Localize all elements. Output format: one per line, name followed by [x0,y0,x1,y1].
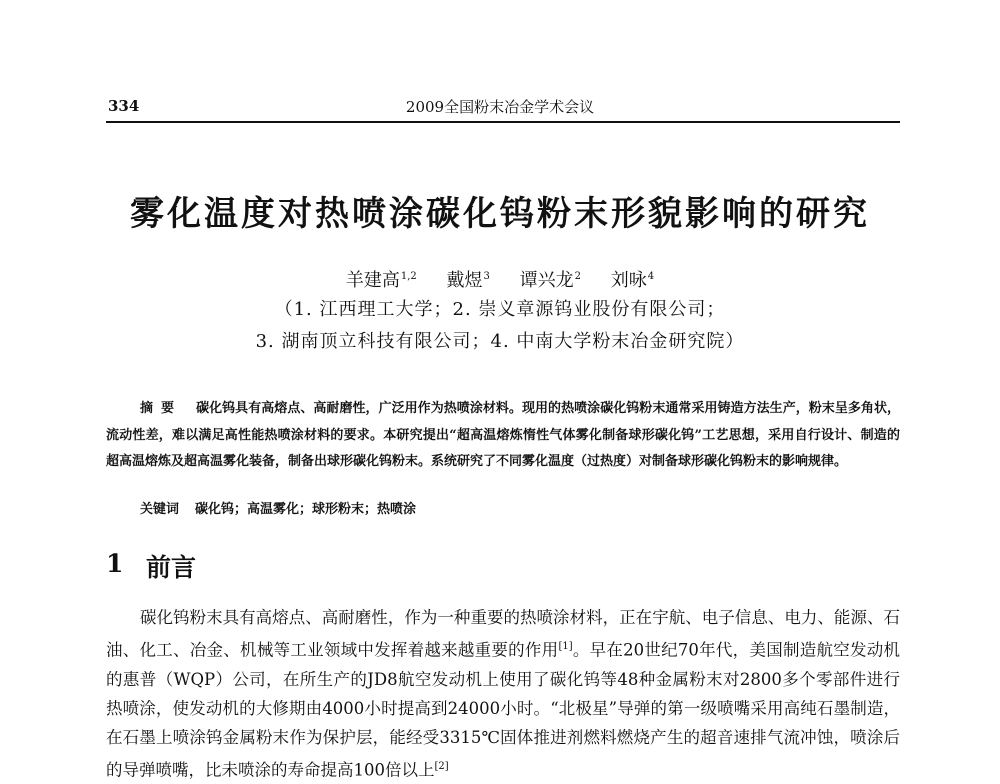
affiliation-line-1: （1. 江西理工大学；2. 崇义章源钨业股份有限公司； [274,299,726,320]
citation-1: [1] [558,641,573,652]
page-number: 334 [108,97,140,115]
header-rule [106,121,900,123]
affiliation-line-2: 3. 湖南顶立科技有限公司；4. 中南大学粉末冶金研究院） [255,331,745,352]
keywords-label: 关键词 [140,502,180,517]
section-title: 前言 [146,553,197,582]
abstract-text: 碳化钨具有高熔点、高耐磨性，广泛用作为热喷涂材料。现用的热喷涂碳化钨粉末通常采用铸造方法生产，粉末呈多角状，流动性差，难以满足高性能热喷涂材料的要求。本研究提出“超高温熔炼惰性气体雾化制备球形碳化钨”工艺思想，采用自行设计、制造的超高温熔炼及超高温雾化装备，制备出球形碳化钨粉末。系统研究了不同雾化温度（过热度）对制备球形碳化钨粉末的影响规律。 [106,401,900,469]
abstract [106,396,900,476]
body-text-part-1: 碳化钨粉末具有高熔点、高耐磨性，作为一种重要的热喷涂材料，正在宇航、电子信息、电力、能源、石油、化工、冶金、机械等工业领域中发挥着越来越重要的作用 [106,608,900,660]
body-paragraph [106,603,900,784]
citation-2: [2] [434,760,449,772]
author-list [0,266,1000,292]
section-number: 1 [106,549,124,578]
author-2: 戴煜$^3$ [446,270,490,291]
author-4: 刘咏$^4$ [610,270,655,291]
author-3: 谭兴龙$^2$ [519,270,581,291]
keywords-text: 碳化钨；高温雾化；球形粉末；热喷涂 [195,502,417,517]
abstract-label: 摘要 [140,401,183,416]
paper-title: 雾化温度对热喷涂碳化钨粉末形貌影响的研究 [130,194,870,234]
running-header: 2009全国粉末冶金学术会议 [405,98,595,116]
keywords [140,498,416,517]
body-text-part-2: 。早在20世纪70年代，美国制造航空发动机的惠普（WQP）公司，在所生产的JD8航空发动机上使用了碳化钨等48种金属粉末对2800多个零部件进行热喷涂，使发动机的大修期由4000小时提高到24000小时。“北极星”导弹的第一级喷嘴采用高纯石墨制造，在石墨上喷涂钨金属粉末作为保护层，能经受3315℃固体推进剂燃料燃烧产生的超音速排气流冲蚀，喷涂后的导弹喷嘴，比未喷涂的寿命提高100倍以上 [106,640,901,779]
author-1: 羊建高$^{1,2}$ [345,270,417,291]
